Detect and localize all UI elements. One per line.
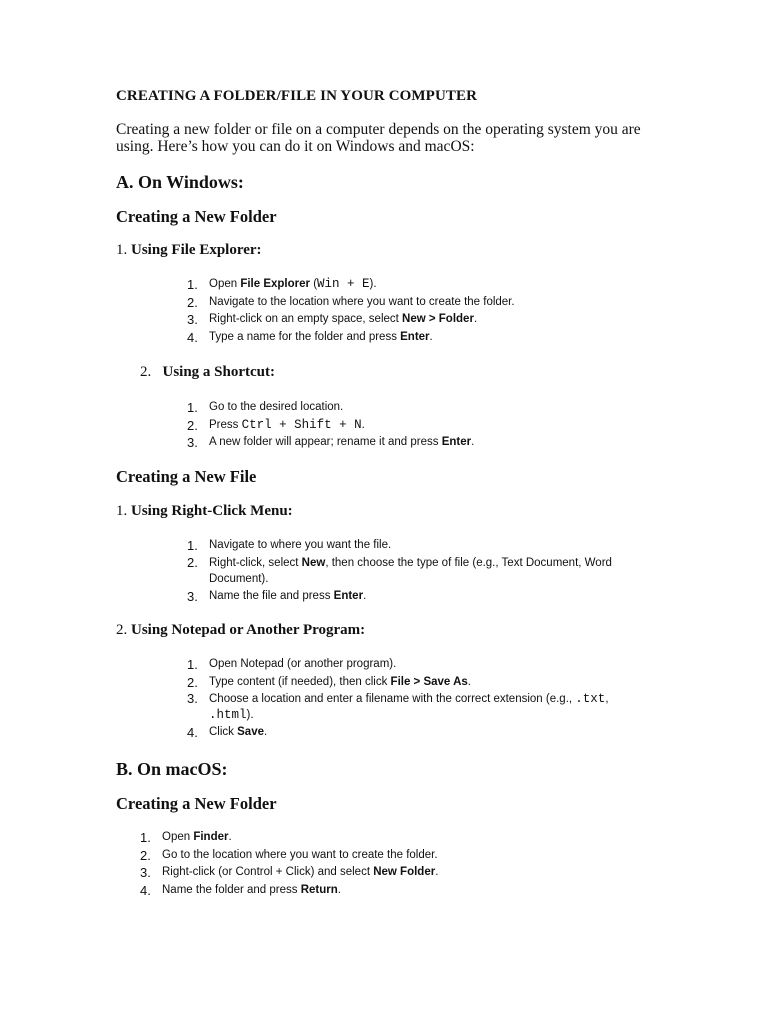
step-text: . <box>337 883 341 896</box>
step-bold: Return <box>300 883 338 896</box>
method-title: Using File Explorer: <box>131 242 262 258</box>
step-text: Right-click on an empty space, select <box>209 313 403 326</box>
step-number: 2. <box>187 417 198 433</box>
steps-list <box>140 829 439 899</box>
list-item <box>187 588 634 606</box>
list-item <box>187 537 634 555</box>
intro-paragraph: Creating a new folder or file on a computer depends on the operating system you are using. Here’s how you can do it on Windows and macOS: <box>116 121 641 155</box>
list-item <box>140 864 439 882</box>
step-number: 1. <box>187 400 198 415</box>
step-text: . <box>435 866 439 879</box>
list-item <box>187 691 629 724</box>
step-bold: Enter <box>441 436 472 449</box>
windows-file-heading: Creating a New File <box>116 467 257 486</box>
list-item <box>140 847 438 865</box>
step-text: Navigate to where you want the file. <box>209 539 392 551</box>
list-item <box>140 829 438 847</box>
step-bold: File > Save As <box>390 675 468 688</box>
step-number: 2. <box>187 294 198 310</box>
method-number: 2. <box>140 364 152 380</box>
list-item <box>187 434 475 452</box>
step-number: 3. <box>187 435 198 451</box>
list-item <box>187 724 629 742</box>
steps-list <box>187 656 629 742</box>
step-number: 4. <box>187 725 198 741</box>
step-bold: Finder <box>193 831 229 843</box>
step-text: , then choose the type of file (e.g., Text Document, Word Document). <box>209 556 612 585</box>
step-bold: New > Folder <box>402 313 474 326</box>
step-text: Open <box>162 831 194 843</box>
list-item <box>187 656 629 674</box>
steps-list <box>187 276 515 346</box>
step-text: Name the file and press <box>209 589 334 602</box>
list-item <box>140 882 438 900</box>
step-number: 2. <box>187 674 198 690</box>
step-text: Open <box>209 278 241 290</box>
step-text: , <box>605 693 609 706</box>
step-text: ( <box>310 278 318 290</box>
list-item <box>187 417 474 435</box>
step-bold: Enter <box>333 589 364 602</box>
step-text: Press <box>209 418 242 431</box>
list-item <box>187 674 629 692</box>
method-heading <box>116 622 365 639</box>
step-bold: New Folder <box>373 866 436 879</box>
step-text: ). <box>246 709 254 722</box>
step-text: A new folder will appear; rename it and press <box>209 436 442 449</box>
method-heading <box>116 242 262 259</box>
file-extension: .txt <box>575 692 606 707</box>
method-title: Using Right-Click Menu: <box>131 503 293 519</box>
keyboard-shortcut: Win + E <box>317 277 370 291</box>
step-number: 3. <box>140 865 151 881</box>
step-number: 2. <box>140 847 151 863</box>
list-item <box>187 554 634 588</box>
method-number: 1. <box>116 242 128 258</box>
step-bold: File Explorer <box>240 278 310 290</box>
steps-list <box>187 399 475 452</box>
list-item <box>187 399 474 417</box>
step-text: ). <box>369 278 377 290</box>
step-text: Navigate to the location where you want to create the folder. <box>209 295 515 308</box>
section-a-heading: A. On Windows: <box>116 172 244 192</box>
method-heading <box>140 364 275 381</box>
step-text: . <box>471 436 475 449</box>
list-item <box>187 311 515 329</box>
step-text: Right-click, select <box>209 556 302 569</box>
step-bold: New <box>301 556 326 569</box>
step-text: . <box>467 675 471 688</box>
section-b-heading: B. On macOS: <box>116 759 228 779</box>
step-text: Click <box>209 726 238 739</box>
list-item <box>187 329 515 347</box>
step-text: Go to the desired location. <box>209 401 344 413</box>
file-extension: .html <box>209 708 247 723</box>
method-title: Using Notepad or Another Program: <box>131 622 366 638</box>
step-number: 3. <box>187 312 198 328</box>
step-number: 3. <box>187 588 198 604</box>
steps-list <box>187 537 634 605</box>
method-title: Using a Shortcut: <box>162 364 276 380</box>
method-heading <box>116 503 293 520</box>
macos-folder-heading: Creating a New Folder <box>116 794 277 813</box>
step-text: . <box>228 831 232 843</box>
method-number: 2. <box>116 622 128 638</box>
step-text: Type content (if needed), then click <box>209 675 391 688</box>
document-title: CREATING A FOLDER/FILE IN YOUR COMPUTER <box>116 88 478 104</box>
step-text: Right-click (or Control + Click) and select <box>162 866 374 879</box>
step-number: 1. <box>140 830 151 845</box>
step-number: 3. <box>187 691 198 707</box>
step-text: Go to the location where you want to create the folder. <box>162 848 438 861</box>
list-item <box>187 276 515 294</box>
keyboard-shortcut: Ctrl + Shift + N <box>241 417 362 432</box>
step-number: 1. <box>187 277 198 292</box>
step-text: Choose a location and enter a filename with the correct extension (e.g., <box>209 693 576 706</box>
step-text: . <box>361 418 365 431</box>
step-number: 4. <box>187 329 198 345</box>
step-number: 2. <box>187 554 198 570</box>
step-bold: Enter <box>400 330 430 343</box>
step-text: Name the folder and press <box>162 883 301 896</box>
step-number: 1. <box>187 538 198 553</box>
step-text: . <box>429 330 433 343</box>
step-text: . <box>263 726 268 739</box>
step-text: Type a name for the folder and press <box>209 330 401 343</box>
step-number: 4. <box>140 882 151 898</box>
method-number: 1. <box>116 503 128 519</box>
windows-folder-heading: Creating a New Folder <box>116 207 277 226</box>
step-text: Open Notepad (or another program). <box>209 658 397 670</box>
step-text: . <box>473 313 478 326</box>
step-bold: Save <box>237 726 264 739</box>
list-item <box>187 294 515 312</box>
step-number: 1. <box>187 657 198 672</box>
step-text: . <box>363 589 367 602</box>
